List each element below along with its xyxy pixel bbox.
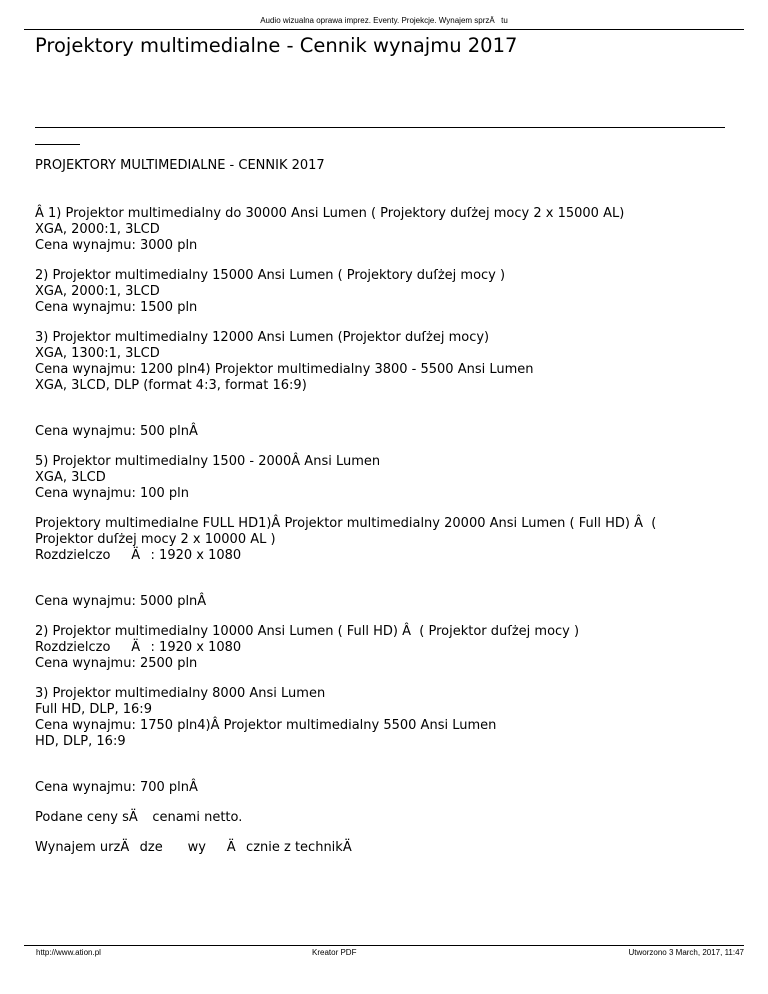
item-line: XGA, 3LCD: [35, 470, 106, 485]
price-item: [35, 330, 735, 394]
price-list: [35, 158, 735, 856]
item-line: HD, DLP, 16:9: [35, 734, 126, 749]
item-line: 5) Projektor multimedialny 1500 - 2000Â Ansi Lumen: [35, 454, 381, 469]
footer-created: Utworzono 3 March, 2017, 11:47: [628, 948, 744, 957]
item-line: Cena wynajmu: 100 pln: [35, 486, 190, 501]
price-item: [35, 454, 735, 502]
item-line: Rozdzielczo Ä: 1920 x 1080: [35, 640, 242, 655]
footer-generator: Kreator PDF: [312, 948, 357, 957]
item-line: Cena wynajmu: 1750 pln4)Â Projektor multimedialny 5500 Ansi Lumen: [35, 718, 497, 733]
price-item: [35, 594, 735, 610]
page-title: Projektory multimedialne - Cennik wynajmu 2017: [35, 34, 518, 57]
header-text: Audio wizualna oprawa imprez. Eventy. Projekcje. Wynajem sprzÄtu: [260, 16, 508, 25]
item-line: Projektor duſżej mocy 2 x 10000 AL ): [35, 532, 276, 547]
item-line: Cena wynajmu: 5000 plnÂ: [35, 594, 207, 609]
item-line: XGA, 2000:1, 3LCD: [35, 222, 160, 237]
item-line: Cena wynajmu: 1200 pln4) Projektor multimedialny 3800 - 5500 Ansi Lumen: [35, 362, 534, 377]
note: [35, 810, 735, 826]
page-header: [24, 12, 744, 30]
item-line: Cena wynajmu: 3000 pln: [35, 238, 198, 253]
price-item: [35, 424, 735, 440]
item-line: XGA, 3LCD, DLP (format 4:3, format 16:9): [35, 378, 307, 393]
note-line: Podane ceny sÄ cenami netto.: [35, 810, 243, 825]
item-line: Rozdzielczo Ä: 1920 x 1080: [35, 548, 242, 563]
note: [35, 840, 735, 856]
price-item: [35, 686, 735, 750]
item-line: Â 1) Projektor multimedialny do 30000 Ansi Lumen ( Projektory duſżej mocy 2 x 15000 AL): [35, 206, 625, 221]
price-item: [35, 268, 735, 316]
item-line: XGA, 2000:1, 3LCD: [35, 284, 160, 299]
item-line: 3) Projektor multimedialny 12000 Ansi Lumen (Projektor duſżej mocy): [35, 330, 490, 345]
note-line: Wynajem urzÄ dze  wy Ä cznie z technikÄ: [35, 840, 363, 855]
item-line: Cena wynajmu: 500 plnÂ: [35, 424, 198, 439]
separator-rule-short: [35, 144, 80, 145]
item-line: Cena wynajmu: 700 plnÂ: [35, 780, 198, 795]
separator-rule: [35, 127, 725, 128]
item-line: Cena wynajmu: 1500 pln: [35, 300, 198, 315]
item-line: Full HD, DLP, 16:9: [35, 702, 152, 717]
item-line: 3) Projektor multimedialny 8000 Ansi Lumen: [35, 686, 326, 701]
section-heading: PROJEKTORY MULTIMEDIALNE - CENNIK 2017: [35, 158, 325, 173]
price-item: [35, 206, 735, 254]
item-line: Cena wynajmu: 2500 pln: [35, 656, 198, 671]
item-line: 2) Projektor multimedialny 15000 Ansi Lumen ( Projektory duſżej mocy ): [35, 268, 506, 283]
item-line: 2) Projektor multimedialny 10000 Ansi Lumen ( Full HD) Â ( Projektor duſżej mocy ): [35, 624, 580, 639]
page-footer: [24, 945, 744, 960]
price-item: [35, 624, 735, 672]
footer-url: http://www.ation.pl: [36, 948, 101, 957]
price-item: [35, 516, 735, 564]
item-line: XGA, 1300:1, 3LCD: [35, 346, 160, 361]
item-line: Projektory multimedialne FULL HD1)Â Projektor multimedialny 20000 Ansi Lumen ( Full HD) Â (: [35, 516, 657, 531]
price-item: [35, 780, 735, 796]
